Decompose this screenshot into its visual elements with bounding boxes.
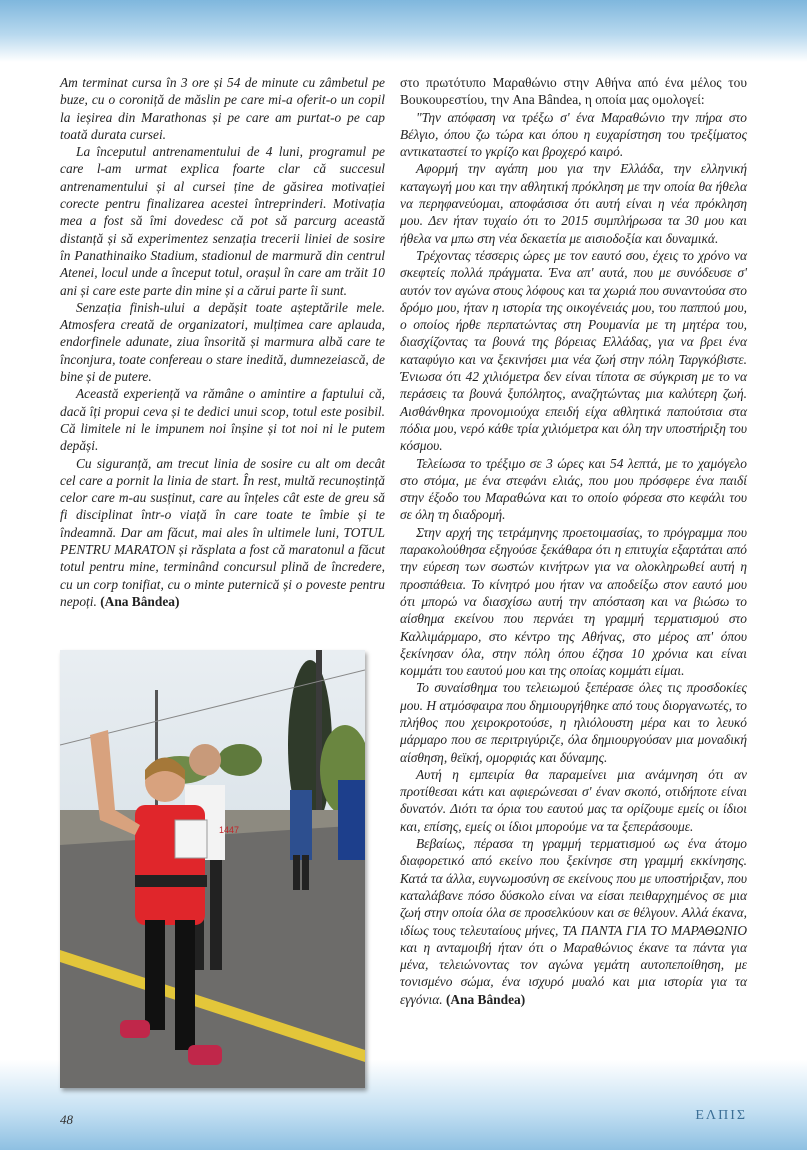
- paragraph: "Την απόφαση να τρέξω σ' ένα Μαραθώνιο την πήρα στο Βέλγιο, όπου ζω τώρα και όπου η ευχαρίστηση του τρεξίματος αντικαταστεί το γκρίζο και βροχερό καιρό.: [400, 109, 747, 160]
- paragraph: La începutul antrenamentului de 4 luni, programul pe care l-am urmat explica foarte clar că succesul antrenamentului și al cursei ține de găsirea motivației corecte pentru finalizarea acestei întreprinderi. Motivația mea a fost să îmi dovedesc că pot să parcurg această distanță și să experimentez senzația trecerii liniei de sosire în Panathinaiko Stadium, stadionul de marmură din centrul Atenei, locul unde a început totul, orașul în care am trăit 10 ani și care este parte din mine și a cărui parte îi sunt.: [60, 144, 385, 298]
- paragraph: [60, 455, 385, 611]
- magazine-name: ΕΛΠΙΣ: [695, 1108, 747, 1123]
- paragraph: [400, 835, 747, 1008]
- paragraph: Στην αρχή της τετράμηνης προετοιμασίας, το πρόγραμμα που παρακολούθησα εξηγούσε ξεκάθαρα ότι η επιτυχία εξαρτάται από την εύρεση των σωστών κινήτρων για να ολοκληρωθεί αυτή η προσπάθεια. Το κίνητρό μου ήταν να αποδείξω στον εαυτό μου ότι μπορώ να διασχίσω αυτή την απόσταση και να βιώσω το αίσθημα εκείνου που περνάει τη γραμμή τερματισμού στο Καλλιμάρμαρο, στο κέντρο της Αθήνας, στο μέρος απ' όπου ξεκίνησαν όλα, στην πόλη όπου έζησα 10 χρόνια και είναι κομμάτι του εαυτού μου και της οποίας κομμάτι είμαι.: [400, 524, 747, 679]
- paragraph: Τρέχοντας τέσσερις ώρες με τον εαυτό σου, έχεις το χρόνο να σκεφτείς πολλά πράγματα. Ένα απ' αυτά, που με συνόδευσε σ' αυτόν τον αγώνα στους λόφους και τα χωριά που συναντούσα στο δρόμο μου, ήταν η ιστορία της οικογένειάς μου, του παππού μου, ο οποίος ήρθε περπατώντας στη Ρουμανία με τη μητέρα του, διασχίζοντας τα βουνά της βόρειας Ελλάδας, για να βρει ένα καταφύγιο και να ξεκινήσει μια νέα ζωή στην πόλη Ταργκόβιστε. Ένιωσα ότι 42 χιλιόμετρα δεν είναι τίποτα σε σύγκριση με το να περάσεις τα βουνά ξυπόλητος, αναζητώντας μια καλύτερη ζωή. Αισθάνθηκα προνομιούχα επειδή είχα αθλητικά παπούτσια στα πόδια μου, νερό κάθε τρία χιλιόμετρα και όλη την υποστήριξη του κόσμου.: [400, 247, 747, 454]
- author-signature: (Ana Bândea): [100, 593, 180, 609]
- bib-number: 1447: [219, 825, 240, 835]
- paragraph-text: Cu siguranță, am trecut linia de sosire cu alt om decât cel care a pornit la linia de start. În rest, multă recunoștință celor care m-au susținut, care au înțeles cât este de greu să fi disciplinat într-o viață în care toate te îmbie și te îndeamnă. Dar am făcut, mai ales în ultimele luni, TOTUL PENTRU MARATON și răsplata a fost că maratonul a făcut totul pentru mine, terminând concursul plină de încredere, cu un corp tonifiat, cu o minte puternică și o poveste pentru nepoți.: [60, 455, 385, 609]
- paragraph: στο πρωτότυπο Μαραθώνιο στην Αθήνα από ένα μέλος του Βουκουρεστίου, την Ana Bândea, η οποία μας ομολογεί:: [400, 75, 747, 108]
- paragraph: Τελείωσα το τρέξιμο σε 3 ώρες και 54 λεπτά, με το χαμόγελο στο στόμα, με ένα στεφάνι ελιάς, που μου πρόσφερε ένα παιδί στην έξοδο του Μαραθώνα και το οποίο φόρεσα στο κεφάλι του σε όλη τη διαδρομή.: [400, 455, 747, 523]
- paragraph: Am terminat cursa în 3 ore și 54 de minute cu zâmbetul pe buze, cu o coroniță de măslin pe care mi-a oferit-o un copil la ieșirea din Marathonas și pe care am purtat-o pe cap toată durata cursei.: [60, 75, 385, 142]
- paragraph: Senzația finish-ului a depășit toate așteptările mele. Atmosfera creată de organizatori, mulțimea care aplauda, endorfinele adunate, ziua însorită și marmura albă care te înconjura, toate confereau o stare inedită, dumnezeiască, de bine și de putere.: [60, 299, 385, 385]
- page-number: 48: [60, 1112, 73, 1127]
- runner-illustration: [60, 650, 365, 1088]
- paragraph: Το συναίσθημα του τελειωμού ξεπέρασε όλες τις προσδοκίες μου. Η ατμόσφαιρα που δημιουργήθηκε από τους διοργανωτές, το πλήθος που χειροκροτούσε, η ηλιόλουστη μέρα και το λευκό μάρμαρο που σε περιτριγύριζε, όλα δημιουργούσαν μια μοναδική αίσθηση, θεϊκή, ομορφιάς και δύναμης.: [400, 680, 747, 765]
- paragraph: Αφορμή την αγάπη μου για την Ελλάδα, την ελληνική καταγωγή μου και την αθλητική πρόκληση με την οποία θα ήθελα να περηφανεύομαι, αποφάσισα ότι αυτή είναι η νέα πρόκληση μου. Δεν ήταν τυχαίο ότι το 2015 συμπλήρωσα τα 30 μου και ήθελα να μπω στη νέα δεκαετία με αισιοδοξία και δυναμικά.: [400, 161, 747, 246]
- right-column: [400, 74, 747, 1008]
- author-signature: (Ana Bândea): [445, 991, 526, 1007]
- paragraph: Αυτή η εμπειρία θα παραμείνει μια ανάμνηση ότι αν προτίθεσαι κάτι και αφιερώνεσαι σ' έναν σκοπό, οτιδήποτε είναι δυνατόν. Διότι τα όρια του εαυτού μας τα ορίζουμε εμείς οι ίδιοι και, επίσης, εμείς οι ίδιοι μπορούμε να τα ξεπεράσουμε.: [400, 766, 747, 834]
- left-column: [60, 74, 385, 610]
- paragraph: Această experiență va rămâne o amintire a faptului că, dacă îți propui ceva și te dedici unui scop, totul este posibil. Că limitele ni le impunem noi înșine și tot noi ni le putem depăși.: [60, 386, 385, 454]
- marathon-photo: [60, 650, 365, 1088]
- header-band: [0, 0, 807, 62]
- paragraph-text: Βεβαίως, πέρασα τη γραμμή τερματισμού ως ένα άτομο διαφορετικό από εκείνο που ξεκίνησε στη γραμμή εκκίνησης. Κατά τα άλλα, ευγνωμοσύνη σε εκείνους που με υποστήριξαν, που καταλάβανε πόσο δύσκολο είναι να είσαι πειθαρχημένος σε μια ζωή στην οποία όλα σε προσελκύουν και σε θέλγουν. Αλλά έκανα, ιδίως τους τελευταίους μήνες, ΤΑ ΠΑΝΤΑ ΓΙΑ ΤΟ ΜΑΡΑΘΩΝΙΟ και η ανταμοιβή ήταν ότι ο Μαραθώνιος έκανε τα πάντα για μένα, τελειώνοντας τον αγώνα γεμάτη αυτοπεποίθηση, με τονισμένο σώμα, ένα ισχυρό μυαλό και μια ιστορία για τα εγγόνια.: [400, 836, 747, 1007]
